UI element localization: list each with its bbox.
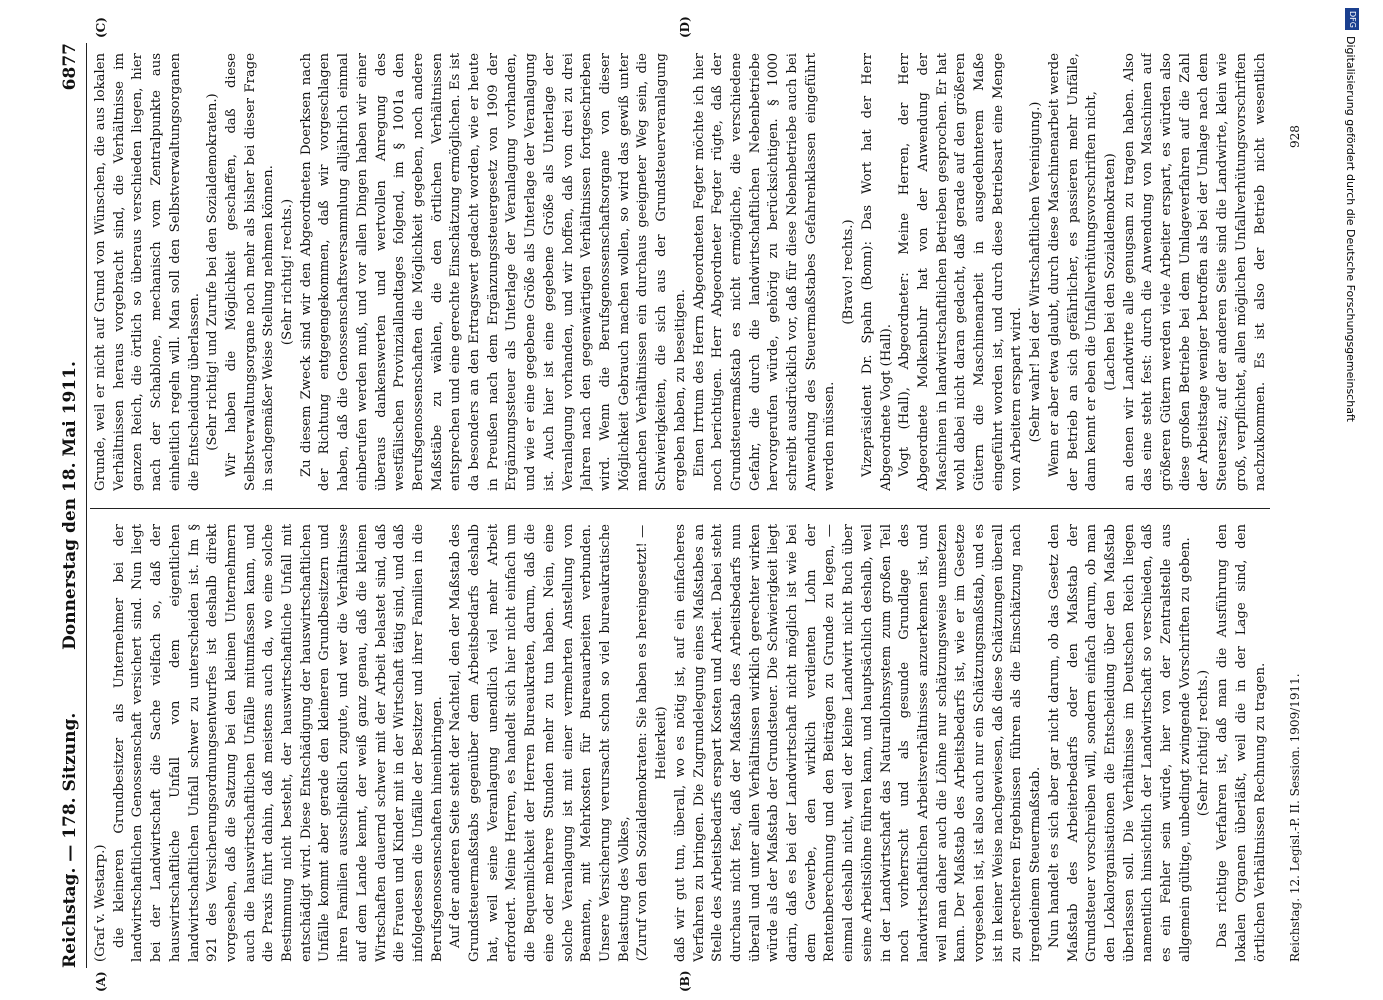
- header-session: Reichstag. — 178. Sitzung.: [60, 712, 80, 968]
- margin-mark-d: (D): [678, 16, 692, 38]
- page-number: 6877: [60, 43, 80, 91]
- paragraph: Nun handelt es sich aber gar nicht darum, ob das Gesetz den Maßstab des Arbeiterbedarfs oder den Maßstab der Grundsteuer vorschreiben will, sondern einfach darum, ob man den Lokalorganisationen die Entscheidung über den Maßstab überlassen soll. Die Verhältnisse im Deutschen Reich liegen namentlich hinsichtlich der Landwirtschaft so verschieden, daß es ein Fehler sein würde, hier von der Zentralstelle aus allgemein gültige, unbedingt zwingende Vorschriften zu geben.: [1046, 524, 1193, 962]
- paragraph: Auf der anderen Seite steht der Nachteil, den der Maßstab des Grundsteuermaßstabs gegenüber dem Arbeitsbedarfs deshalb hat, weil seine Veranlagung unendlich viel mehr Arbeit erfordert. Meine Herren, es handelt sich hier nicht einfach um die Bequemlichkeit der Herren Bureaukraten, darum, daß die eine oder mehrere Stunden mehr zu tun haben. Nein, eine solche Veranlagung ist mit einer vermehrten Anstellung von Beamten, mit Mehrkosten für Bureauarbeiten verbunden. Unsere Versicherung verursacht schon so viel bureaukratische Belastung des Volkes,: [448, 524, 632, 962]
- paragraph: Einen Irrtum des Herrn Abgeordneten Fegter möchte ich hier noch berichtigen. Herr Abgeordneter Fegter rügte, daß der Grundsteuermaßstab es nicht ermögliche, die verschiedene Gefahr, die durch die landwirtschaftlichen Nebenbetriebe hervorgerufen würde, gehörig zu berücksichtigen. § 1000 schreibt ausdrücklich vor, daß für diese Nebenbetriebe auch bei Anwendung des Steuermaßstabes Gefahrenklassen eingeführt werden müssen.: [691, 53, 838, 491]
- paragraph: Zu diesem Zweck sind wir den Abgeordneten Doerksen nach der Richtung entgegengekommen, daß wir vorgeschlagen haben, daß die Genossenschaftsversammlung alljährlich einmal einberufen werden muß, und vor allen Dingen haben wir einer überaus dankenswerten und wertvollen Anregung des westfälischen Provinziallandtages folgend, im § 1001a den Berufsgenossenschaften die Möglichkeit gegeben, noch andere Maßstäbe zu wählen, die den örtlichen Verhältnissen entsprechen und eine gerechte Einschätzung ermöglichen. Es ist da besonders an den Ertragswert gedacht worden, wie er heute in Preußen nach dem Ergänzungssteuergesetz von 1909 der Ergänzungssteuer als Unterlage der Veranlagung vorhanden, und wie er eine gegebene Größe als Unterlage der Veranlagung ist. Auch hier ist eine gegebene Größe als Unterlage der Veranlagung vorhanden, und wir hoffen, daß von drei zu drei Jahren nach den gegenwärtigen Verhältnissen fortgeschrieben wird. Wenn die Berufsgenossenschaftsorgane von dieser Möglichkeit Gebrauch machen wollen, so wird das gewiß unter manchen Verhältnissen ein durchaus geeigneter Weg sein, die Schwierigkeiten, die sich aus der Grundsteuerveranlagung ergeben haben, zu beseitigen.: [298, 53, 688, 491]
- funding-note: Digitalisierung gefördert durch die Deutsche Forschungsgemeinschaft: [1344, 36, 1357, 422]
- margin-mark-c: (C): [94, 17, 108, 38]
- interjection: (Sehr wahr! bei der Wirtschaftlichen Vereinigung.): [1028, 101, 1044, 443]
- paragraph: die kleineren Grundbesitzer als Unternehmer bei der landwirtschaftlichen Genossenschaft versichert sind. Nun liegt bei der Landwirtschaft die Sache vielfach so, daß der hauswirtschaftliche Unfall von dem eigentlichen landwirtschaftlichen Unfall schwer zu unterscheiden ist. Im § 921 des Versicherungsordnungsentwurfes ist deshalb direkt vorgesehen, daß die Satzung bei den kleinen Unternehmern auch die hauswirtschaftlichen Unfälle mitumfassen kann, und die Praxis führt dahin, daß meistens auch da, wo eine solche Bestimmung nicht besteht, der hauswirtschaftliche Unfall mit entschädigt wird. Diese Entschädigung der hauswirtschaftlichen Unfälle kommt aber gerade den kleineren Grundbesitzern und ihren Familien ausschließlich zugute, und wer die Verhältnisse auf dem Lande kennt, der weiß ganz genau, daß die kleinen Wirtschaften dauernd schwer mit der Arbeit belastet sind, daß die Frauen und Kinder mit in der Wirtschaft tätig sind, und daß infolgedessen die Unfälle der Besitzer und ihrer Familien in die Berufsgenossenschaften hineinbringen.: [111, 524, 445, 962]
- page-header: [58, 43, 84, 968]
- paragraph: daß wir gut tun, überall, wo es nötig ist, auf ein einfacheres Verfahren zu bringen. Die Zugrundelegung eines Maßstabes an Stelle des Arbeitsbedarfs erspart Kosten und Arbeit. Dabei steht durchaus nicht fest, daß der Maßstab des Arbeitsbedarfs nun überall und unter allen Verhältnissen wirklich gerechter wirken würde als der Maßstab der Grundsteuer. Die Schwierigkeit liegt darin, daß es bei der Landwirtschaft nicht möglich ist wie bei dem Gewerbe, den wirklich verdienten Lohn der Rentenberechnung und den Beiträgen zu Grunde zu legen, — einmal deshalb nicht, weil der kleine Landwirt nicht Buch über seine Arbeitslöhne führen kann, und hauptsächlich deshalb, weil in der Landwirtschaft das Naturallohnsystem zum großen Teil noch vorherrscht und als gesunde Grundlage des landwirtschaftlichen Arbeitsverhältnisses anzuerkennen ist, und weil man daher auch die Löhne nur schätzungsweise umsetzen kann. Der Maßstab des Arbeitsbedarfs ist, wie er im Gesetze vorgesehen ist, ist also auch nur ein Schätzungsmaßstab, und es ist in keiner Weise nachgewiesen, daß diese Schätzungen überall zu gerechteren Ergebnissen führen als die Einschätzung nach irgendeinem Steuermaßstab.: [672, 524, 1044, 962]
- footer-number: 928: [1288, 125, 1302, 148]
- interjection: (Sehr richtig! rechts.): [1196, 669, 1212, 817]
- paragraph: Vogt (Hall), Abgeordneter: Meine Herren, der Herr Abgeordnete Molkenbuhr hat von der Anwendung der Maschinen in landwirtschaftlichen Betrieben gesprochen. Er hat wohl dabei nicht daran gedacht, daß gerade auf den größeren Gütern die Maschinenarbeit in ausgedehnterem Maße eingeführt worden ist, und durch diese Betriebsart eine Menge von Arbeitern erspart wird.: [897, 53, 1025, 491]
- margin-mark-b: (B): [678, 970, 692, 992]
- right-column: [92, 53, 1268, 491]
- margin-mark-a: (A): [94, 971, 108, 992]
- left-column: [92, 524, 1268, 962]
- paragraph: Wir haben die Möglichkeit geschaffen, daß diese Selbstverwaltungsorgane noch mehr als bisher bei dieser Frage in sachgemäßer Weise Stellung nehmen können.: [223, 53, 277, 491]
- side-strip: [1342, 0, 1383, 1000]
- interjection: (Sehr richtig! und Zurufe bei den Sozialdemokraten.): [205, 93, 221, 451]
- dfg-logo-icon: DFG: [1345, 8, 1359, 30]
- interjection: (Zuruf von den Sozialdemokraten: Sie haben es hereingesetzt! — Heiterkeit): [635, 524, 670, 962]
- header-date: Donnerstag den 18. Mai 1911.: [60, 361, 80, 650]
- paragraph: Das richtige Verfahren ist, daß man die Ausführung den lokalen Organen überläßt, weil die in der Lage sind, den örtlichen Verhältnissen Rechnung zu tragen.: [1215, 524, 1268, 962]
- header-rule: [86, 43, 87, 968]
- paragraph: Grunde, weil er nicht auf Grund von Wünschen, die aus lokalen Verhältnissen heraus vorgebracht sind, die Verhältnisse im ganzen Reich, die örtlich so überaus verschieden liegen, hier nach der Schablone, mechanisch vom Zentralpunkte aus einheitlich regeln will. Man soll den Selbstverwaltungsorganen die Entscheidung überlassen.: [93, 53, 202, 491]
- column-divider: [90, 508, 1270, 509]
- speaker-ref: (Graf v. Westarp.): [93, 844, 108, 962]
- rotated-page: [58, 16, 1308, 992]
- interjection: (Sehr richtig! rechts.): [280, 198, 296, 346]
- interjection: (Lachen bei den Sozialdemokraten): [1102, 153, 1118, 391]
- paragraph: Wenn er aber etwa glaubt, durch diese Maschinenarbeit werde der Betrieb an sich gefährlicher, es passieren mehr Unfälle, dann kennt er eben die Unfallverhütungsvorschriften nicht,: [1046, 53, 1100, 491]
- paragraph: an denen wir Landwirte alle genugsam zu tragen haben. Also das eine steht fest: durch die Anwendung von Maschinen auf größeren Gütern werden viele Arbeiter erspart, es würden also diese großen Betriebe bei dem Umlageverfahren auf die Zahl der Arbeitstage weniger betroffen als bei der Umlage nach dem Steuersatz; auf der anderen Seite sind die Landwirte, klein wie groß, verpflichtet, allen möglichen Unfallverhütungsvorschriften nachzukommen. Es ist also der Betrieb nicht wesentlich: [1121, 53, 1268, 491]
- interjection: (Bravo! rechts.): [841, 219, 857, 325]
- footer-session: Reichstag. 12. Legisl.-P. II. Session. 1909/1911.: [1288, 673, 1302, 962]
- paragraph: Vizepräsident Dr. Spahn (Bonn): Das Wort hat der Herr Abgeordnete Vogt (Hall).: [859, 53, 894, 491]
